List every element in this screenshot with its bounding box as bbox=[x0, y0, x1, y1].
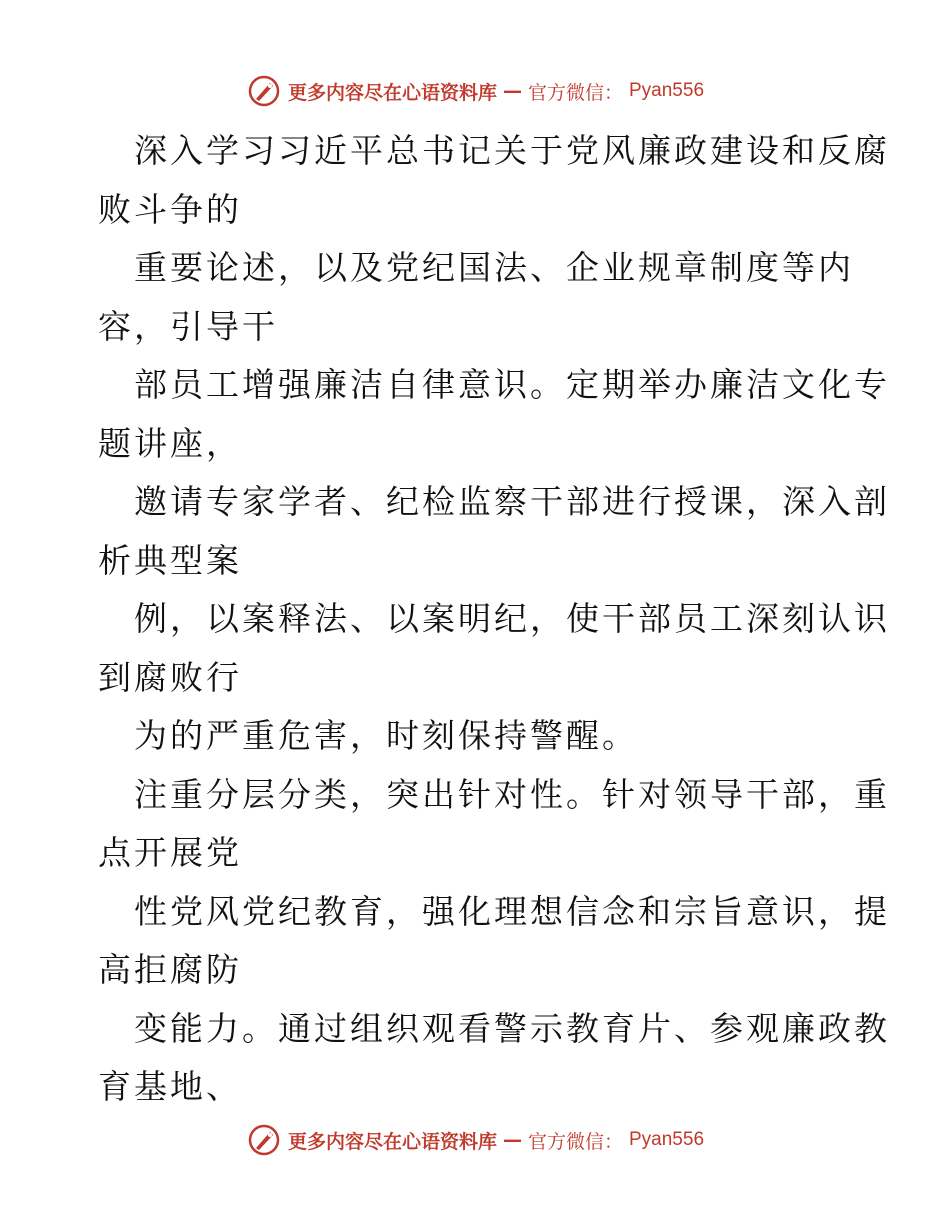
text-line: 变能力。通过组织观看警示教育片、参观廉政教 bbox=[134, 1008, 890, 1048]
text-line: 析典型案 bbox=[98, 540, 242, 580]
watermark-main-text: 更多内容尽在心语资料库 bbox=[287, 81, 497, 104]
text-line: 注重分层分类，突出针对性。针对领导干部，重 bbox=[134, 774, 890, 814]
text-line: 点开展党 bbox=[98, 833, 242, 872]
watermark-wechat-label: 官方微信： bbox=[527, 1130, 623, 1153]
watermark-separator: — bbox=[502, 80, 522, 102]
text-line: 题讲座， bbox=[98, 423, 242, 463]
header-watermark bbox=[0, 71, 950, 111]
text-line: 育基地、 bbox=[98, 1067, 242, 1106]
watermark-main-text: 更多内容尽在心语资料库 bbox=[287, 1130, 497, 1153]
footer-watermark bbox=[0, 1120, 950, 1160]
text-line: 部员工增强廉洁自律意识。定期举办廉洁文化专 bbox=[134, 365, 890, 404]
text-line: 深入学习习近平总书记关于党风廉政建设和反腐 bbox=[134, 131, 890, 170]
text-line: 邀请专家学者、纪检监察干部进行授课，深入剖 bbox=[134, 482, 890, 521]
watermark-wechat-id: Pyan556 bbox=[629, 80, 705, 101]
document-body bbox=[98, 122, 890, 1117]
pen-nib-logo-icon bbox=[246, 1122, 282, 1158]
text-line: 到腐败行 bbox=[98, 657, 242, 697]
watermark-wechat-label: 官方微信： bbox=[527, 81, 623, 104]
text-line: 高拒腐防 bbox=[98, 950, 242, 989]
text-line: 容，引导干 bbox=[98, 306, 278, 346]
text-line: 例，以案释法、以案明纪，使干部员工深刻认识 bbox=[134, 599, 890, 638]
text-line: 重要论述，以及党纪国法、企业规章制度等内 bbox=[134, 248, 854, 287]
text-line: 为的严重危害，时刻保持警醒。 bbox=[134, 716, 638, 755]
watermark-separator: — bbox=[502, 1129, 522, 1151]
watermark-wechat-id: Pyan556 bbox=[629, 1129, 705, 1150]
text-line: 败斗争的 bbox=[98, 189, 242, 229]
text-line: 性党风党纪教育，强化理想信念和宗旨意识，提 bbox=[134, 891, 890, 931]
pen-nib-logo-icon bbox=[246, 73, 282, 109]
